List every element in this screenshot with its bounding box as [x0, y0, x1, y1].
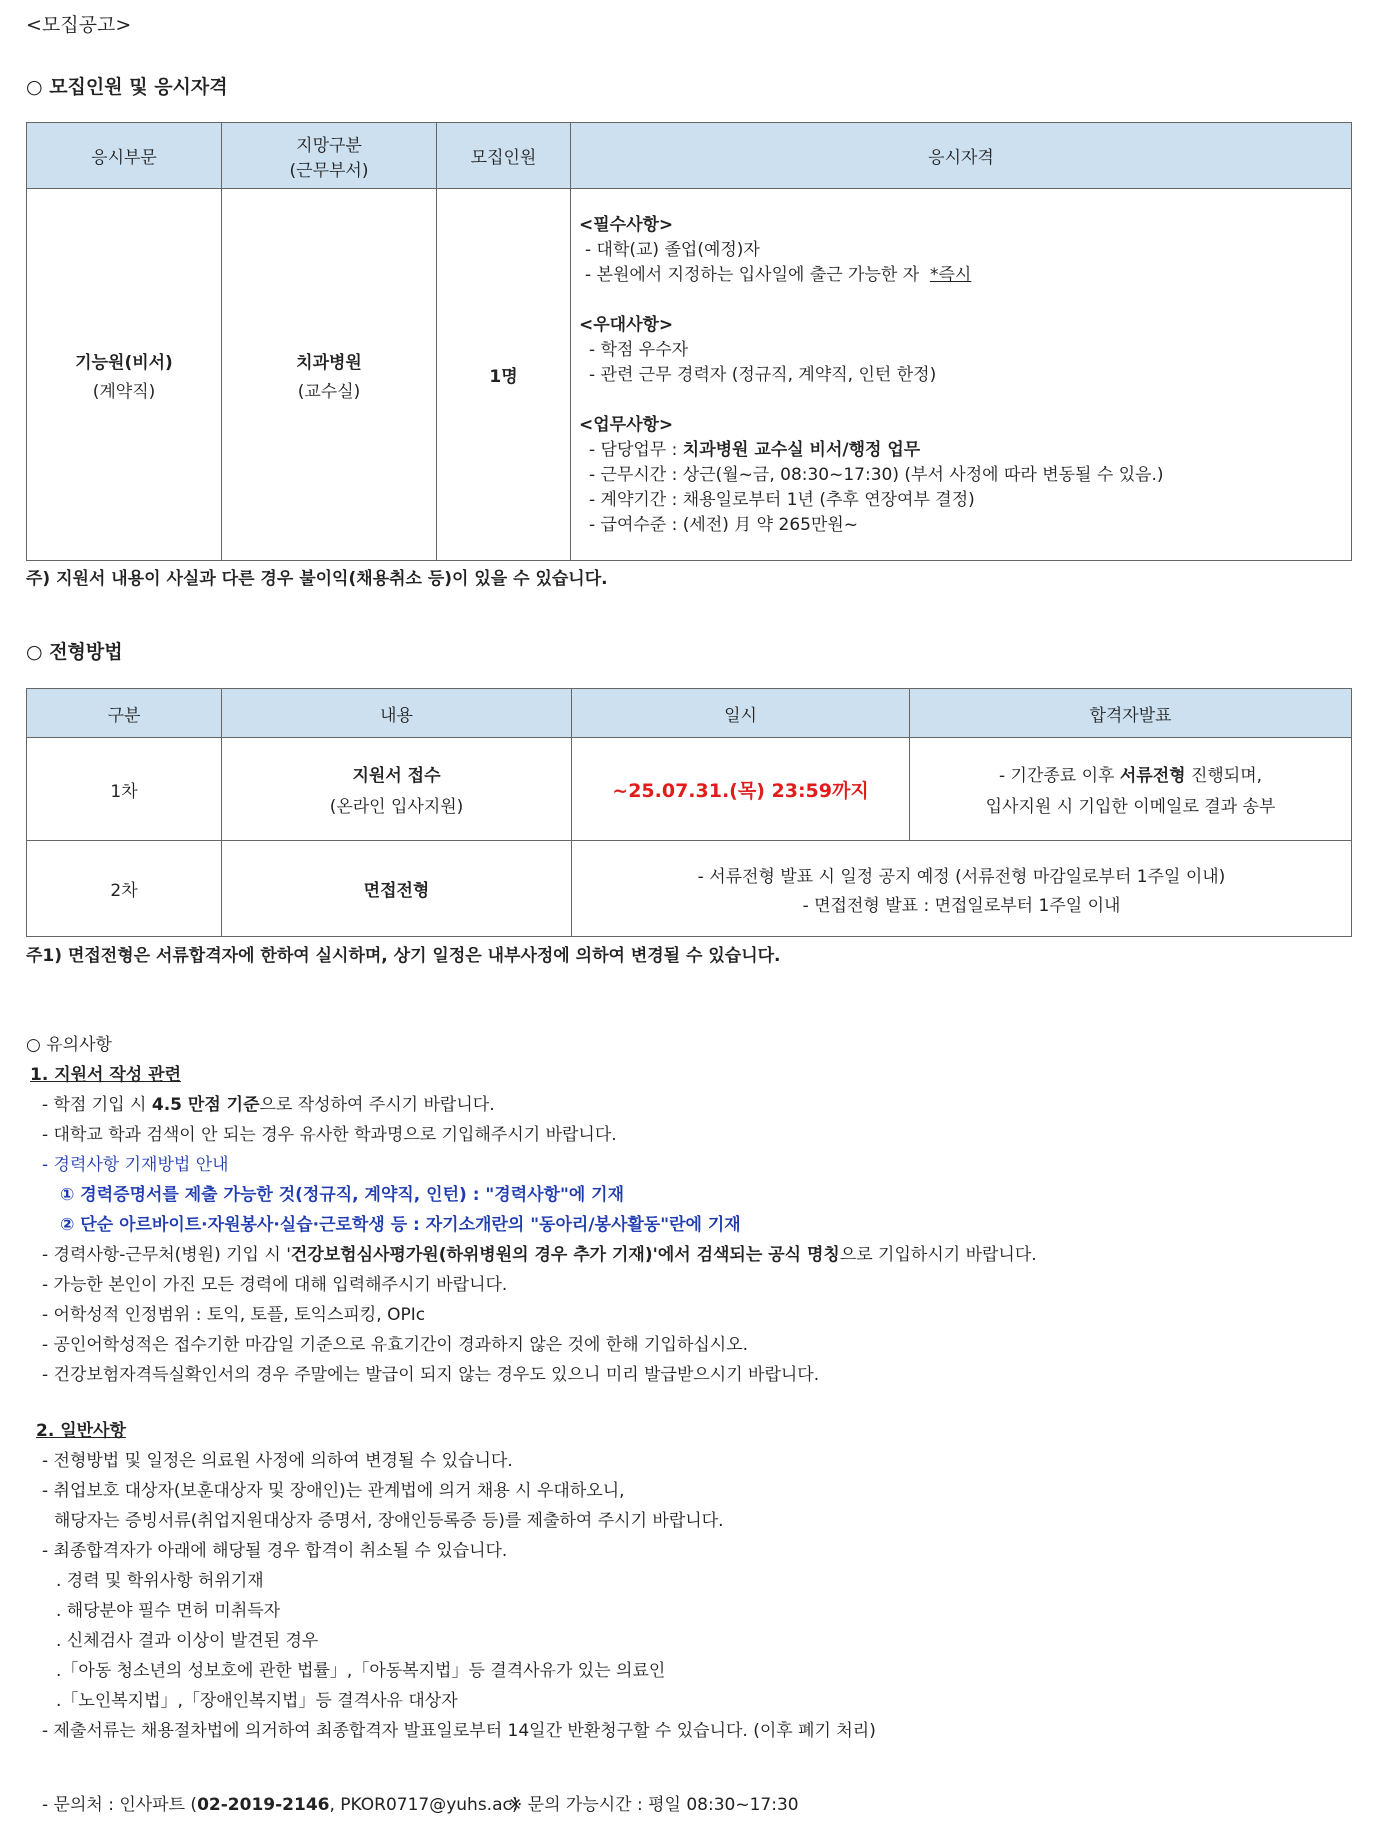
header-unit [222, 123, 437, 189]
row1-content [222, 738, 572, 841]
cell-count: 1명 [437, 189, 571, 561]
contact-label: - 문의처 : 인사파트 ( [42, 1795, 198, 1815]
row1-content-sub: (온라인 입사지원) [329, 797, 464, 817]
notes-s1-4-b: 건강보험심사평가원(하위병원의 경우 추가 기재)'에서 검색되는 공식 명칭 [290, 1245, 840, 1265]
process-table [26, 688, 1352, 937]
notes-s2-item: - 전형방법 및 일정은 의료원 사정에 의하여 변경될 수 있습니다. [42, 1451, 513, 1471]
table-row [27, 841, 1352, 937]
req-pref-title: <우대사항> [579, 315, 674, 335]
notes-s1-item [42, 1240, 1037, 1265]
table-header-row [27, 689, 1352, 738]
unit-main: 치과병원 [296, 352, 362, 373]
row1-result [910, 738, 1352, 841]
contact-email: , PKOR0717@yuhs.ac) [329, 1795, 519, 1815]
notes-s1-4-a: - 경력사항-근무처(병원) 기입 시 ' [42, 1245, 291, 1265]
row2-info-2: - 면접전형 발표 : 면접일로부터 1주일 이내 [802, 895, 1121, 916]
req-must-1: - 대학(교) 졸업(예정)자 [585, 240, 760, 260]
header-unit-line1: 지망구분 [296, 135, 362, 156]
section-heading-recruitment: ○ 모집인원 및 응시자격 [26, 76, 228, 98]
header-result: 합격자발표 [910, 689, 1352, 738]
req-duty-2: - 근무시간 : 상근(월~금, 08:30~17:30) (부서 사정에 따라 변동될 수 있음.) [589, 465, 1164, 485]
cell-dept [27, 189, 222, 561]
recruitment-table [26, 122, 1352, 561]
req-must-title: <필수사항> [579, 215, 674, 235]
notes-s2-item: - 취업보호 대상자(보훈대상자 및 장애인)는 관계법에 의거 채용 시 우대하오니, [42, 1481, 625, 1501]
row1-result-line2: 입사지원 시 기입한 이메일로 결과 송부 [985, 797, 1276, 817]
notes-heading: ○ 유의사항 [26, 1035, 112, 1055]
header-qualification: 응시자격 [571, 123, 1352, 189]
header-content: 내용 [222, 689, 572, 738]
notes-s2-subitem: .「노인복지법」,「장애인복지법」등 결격사유 대상자 [56, 1691, 458, 1711]
dept-main: 기능원(비서) [75, 352, 173, 373]
row1-result-text-b: 서류전형 [1119, 766, 1186, 786]
row1-date: ~25.07.31.(목) 23:59까지 [572, 738, 910, 841]
row2-stage: 2차 [27, 841, 222, 937]
notes-s1-1-a: - 학점 기입 시 [42, 1095, 152, 1115]
notes-s1-subitem: ① 경력증명서를 제출 가능한 것(정규직, 계약직, 인턴) : "경력사항"에 기재 [60, 1185, 625, 1205]
row1-result-text-a: - 기간종료 이후 [998, 766, 1120, 786]
notes-s1-item: - 가능한 본인이 가진 모든 경력에 대해 입력해주시기 바랍니다. [42, 1275, 508, 1295]
req-duty-3: - 계약기간 : 채용일로부터 1년 (추후 연장여부 결정) [589, 490, 975, 510]
notes-s1-1-b: 4.5 만점 기준 [151, 1095, 260, 1115]
req-duty-1 [579, 438, 1343, 463]
row1-result-text-c: 진행되며, [1185, 766, 1263, 786]
notes-s1-item: - 공인어학성적은 접수기한 마감일 기준으로 유효기간이 경과하지 않은 것에 한해 기입하십시오. [42, 1335, 749, 1355]
row1-result-line1 [910, 761, 1351, 786]
contact-info [42, 1790, 519, 1815]
table-row [27, 738, 1352, 841]
row2-info-1: - 서류전형 발표 시 일정 공지 예정 (서류전형 마감일로부터 1주일 이내) [697, 866, 1226, 887]
notes-s1-item: - 건강보험자격득실확인서의 경우 주말에는 발급이 되지 않는 경우도 있으니 미리 발급받으시기 바랍니다. [42, 1365, 820, 1385]
notes-s1-item: - 경력사항 기재방법 안내 [42, 1155, 229, 1175]
cell-qualification [571, 189, 1352, 561]
req-must-2 [579, 263, 1343, 288]
header-dept: 응시부문 [27, 123, 222, 189]
section1-note: 주) 지원서 내용이 사실과 다른 경우 불이익(채용취소 등)이 있을 수 있습니다. [26, 569, 608, 589]
notes-s1-item [42, 1090, 495, 1115]
notes-s2-item: - 제출서류는 채용절차법에 의거하여 최종합격자 발표일로부터 14일간 반환청구할 수 있습니다. (이후 폐기 처리) [42, 1721, 876, 1741]
notes-s1-4-c: 으로 기입하시기 바랍니다. [839, 1245, 1037, 1265]
row1-stage: 1차 [27, 738, 222, 841]
header-unit-line2: (근무부서) [289, 160, 369, 181]
section-heading-process: ○ 전형방법 [26, 641, 123, 663]
dept-sub: (계약직) [92, 381, 156, 402]
req-must-2-text: - 본원에서 지정하는 입사일에 출근 가능한 자 [585, 265, 920, 285]
row1-content-main: 지원서 접수 [352, 766, 441, 786]
table-row [27, 189, 1352, 561]
cell-unit [222, 189, 437, 561]
notes-s1-1-c: 으로 작성하여 주시기 바랍니다. [259, 1095, 495, 1115]
row2-info [572, 841, 1352, 937]
contact-phone: 02-2019-2146 [197, 1795, 330, 1815]
header-stage: 구분 [27, 689, 222, 738]
notes-s1-item: - 대학교 학과 검색이 안 되는 경우 유사한 학과명으로 기입해주시기 바랍니다. [42, 1125, 617, 1145]
req-duty-title: <업무사항> [579, 415, 674, 435]
section2-note: 주1) 면접전형은 서류합격자에 한하여 실시하며, 상기 일정은 내부사정에 의하여 변경될 수 있습니다. [26, 946, 781, 966]
contact-hours: ※ 문의 가능시간 : 평일 08:30~17:30 [508, 1795, 799, 1815]
req-duty-1-value: 치과병원 교수실 비서/행정 업무 [682, 440, 921, 460]
req-duty-1-label: - 담당업무 : [589, 440, 683, 460]
req-must-2-note: *즉시 [929, 265, 972, 285]
header-count: 모집인원 [437, 123, 571, 189]
req-pref-1: - 학점 우수자 [589, 340, 689, 360]
notes-s2-item: 해당자는 증빙서류(취업지원대상자 증명서, 장애인등록증 등)를 제출하여 주시기 바랍니다. [54, 1511, 724, 1531]
notes-s1-item: - 어학성적 인정범위 : 토익, 토플, 토익스피킹, OPIc [42, 1305, 426, 1325]
notes-s1-title: 1. 지원서 작성 관련 [30, 1065, 181, 1085]
notes-s2-item: - 최종합격자가 아래에 해당될 경우 합격이 취소될 수 있습니다. [42, 1541, 508, 1561]
notes-s2-subitem: . 해당분야 필수 면허 미취득자 [56, 1601, 281, 1621]
notes-s2-subitem: . 경력 및 학위사항 허위기재 [56, 1571, 264, 1591]
header-date: 일시 [572, 689, 910, 738]
notes-s1-subitem: ② 단순 아르바이트·자원봉사·실습·근로학생 등 : 자기소개란의 "동아리/봉사활동"란에 기재 [60, 1215, 741, 1235]
row2-content: 면접전형 [222, 841, 572, 937]
req-pref-2: - 관련 근무 경력자 (정규직, 계약직, 인턴 한정) [589, 365, 937, 385]
page-title: <모집공고> [26, 14, 132, 36]
unit-sub: (교수실) [297, 381, 361, 402]
table-header-row [27, 123, 1352, 189]
req-duty-4: - 급여수준 : (세전) 月 약 265만원~ [589, 515, 859, 535]
notes-s2-subitem: .「아동 청소년의 성보호에 관한 법률」,「아동복지법」등 결격사유가 있는 의료인 [56, 1661, 666, 1681]
notes-s2-title: 2. 일반사항 [36, 1421, 126, 1441]
notes-s2-subitem: . 신체검사 결과 이상이 발견된 경우 [56, 1631, 319, 1651]
